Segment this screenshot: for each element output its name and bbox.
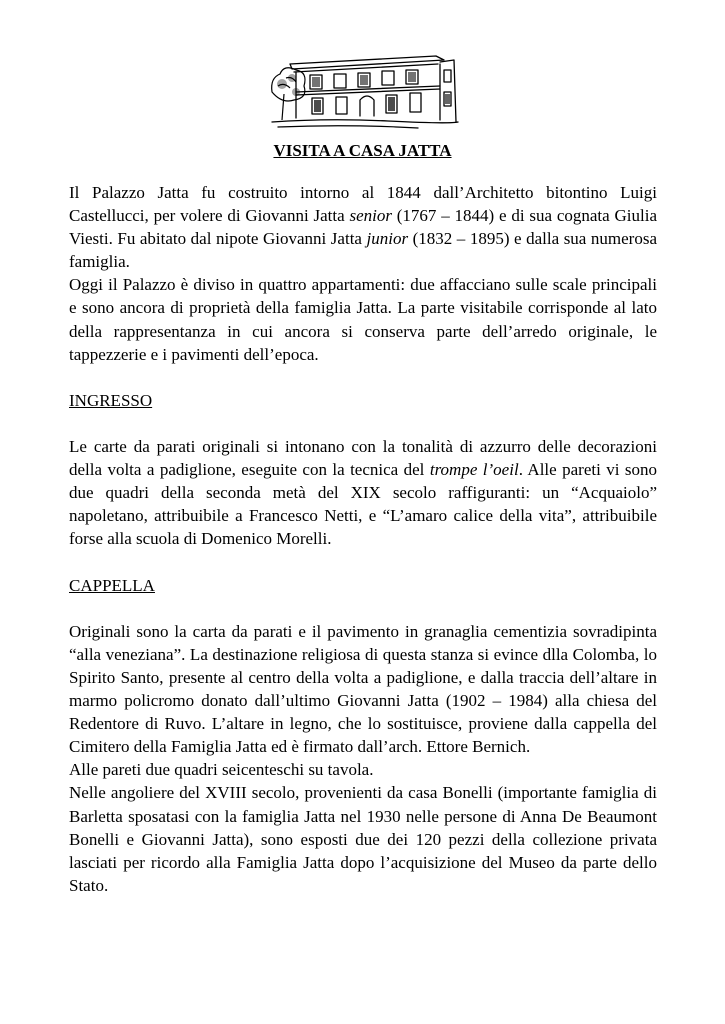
ingresso-paragraph: Le carte da parati originali si intonano con la tonalità di azzurro delle decorazioni della volta a padiglione, eseguite con la tecnica del trompe l’oeil. Alle pareti vi sono due quadri della seconda metà del XIX secolo raffiguranti: un “Acquaiolo” napoletano, attribuibile a Francesco Netti, e “L’amaro calice della vita”, attribuibile forse alla scuola di Domenico Morelli. [69, 437, 658, 549]
document-body [69, 181, 657, 897]
page-title: VISITA A CASA JATTA [273, 141, 452, 160]
intro-paragraph: Il Palazzo Jatta fu costruito intorno al 1844 dall’Architetto bitontino Luigi Castellucci, per volere di Giovanni Jatta senior (1767 – 1844) e di sua cognata Giulia Viesti. Fu abitato dal nipote Giovanni Jatta junior (1832 – 1895) e dalla sua numerosa famiglia. [69, 183, 658, 272]
spacer [69, 412, 657, 435]
cappella-paragraph-1: Originali sono la carta da parati e il pavimento in granaglia cementizia sovradipinta “alla veneziana”. La destinazione religiosa di questa stanza si evince dlla Colomba, lo Spirito Santo, presente al centro della volta a padiglione, e dalla traccia dell’altare in marmo policromo donato dall’ultimo Giovanni Jatta (1902 – 1984) alla chiesa del Redentore di Ruvo. L’altare in legno, che lo sostituisce, proviene dalla cappella del Cimitero della Famiglia Jatta ed è firmato dall’arch. Ettore Bernich. [69, 621, 657, 757]
intro-paragraph-2: Oggi il Palazzo è diviso in quattro appartamenti: due affacciano sulle scale principali e sono ancora di proprietà della famiglia Jatta. La parte visitabile corrisponde al lato della rappresentanza in cui ancora si conserva parte dell’arredo originale, le tappezzerie e i pavimenti dell’epoca. [69, 275, 657, 364]
cappella-paragraph-2: Alle pareti due quadri seicenteschi su tavola. [69, 760, 374, 780]
palazzo-sketch-icon [268, 42, 460, 132]
spacer [69, 597, 657, 620]
cappella-paragraph-3: Nelle angoliere del XVIII secolo, provenienti da casa Bonelli (importante famiglia di Barletta sposatasi con la famiglia Jatta nel 1930 nelle persone di Anna De Beaumont Bonelli e Giovanni Jatta), sono esposti due dei 120 pezzi della collezione privata lasciati per ricordo alla Famiglia Jatta dopo l’acquisizione del Museo da parte dello Stato. [69, 783, 657, 895]
spacer [69, 366, 657, 389]
section-heading-cappella: CAPPELLA [69, 575, 155, 595]
section-heading-ingresso: INGRESSO [69, 390, 153, 410]
palazzo-sketch-drawing [268, 42, 460, 132]
spacer [69, 551, 657, 574]
